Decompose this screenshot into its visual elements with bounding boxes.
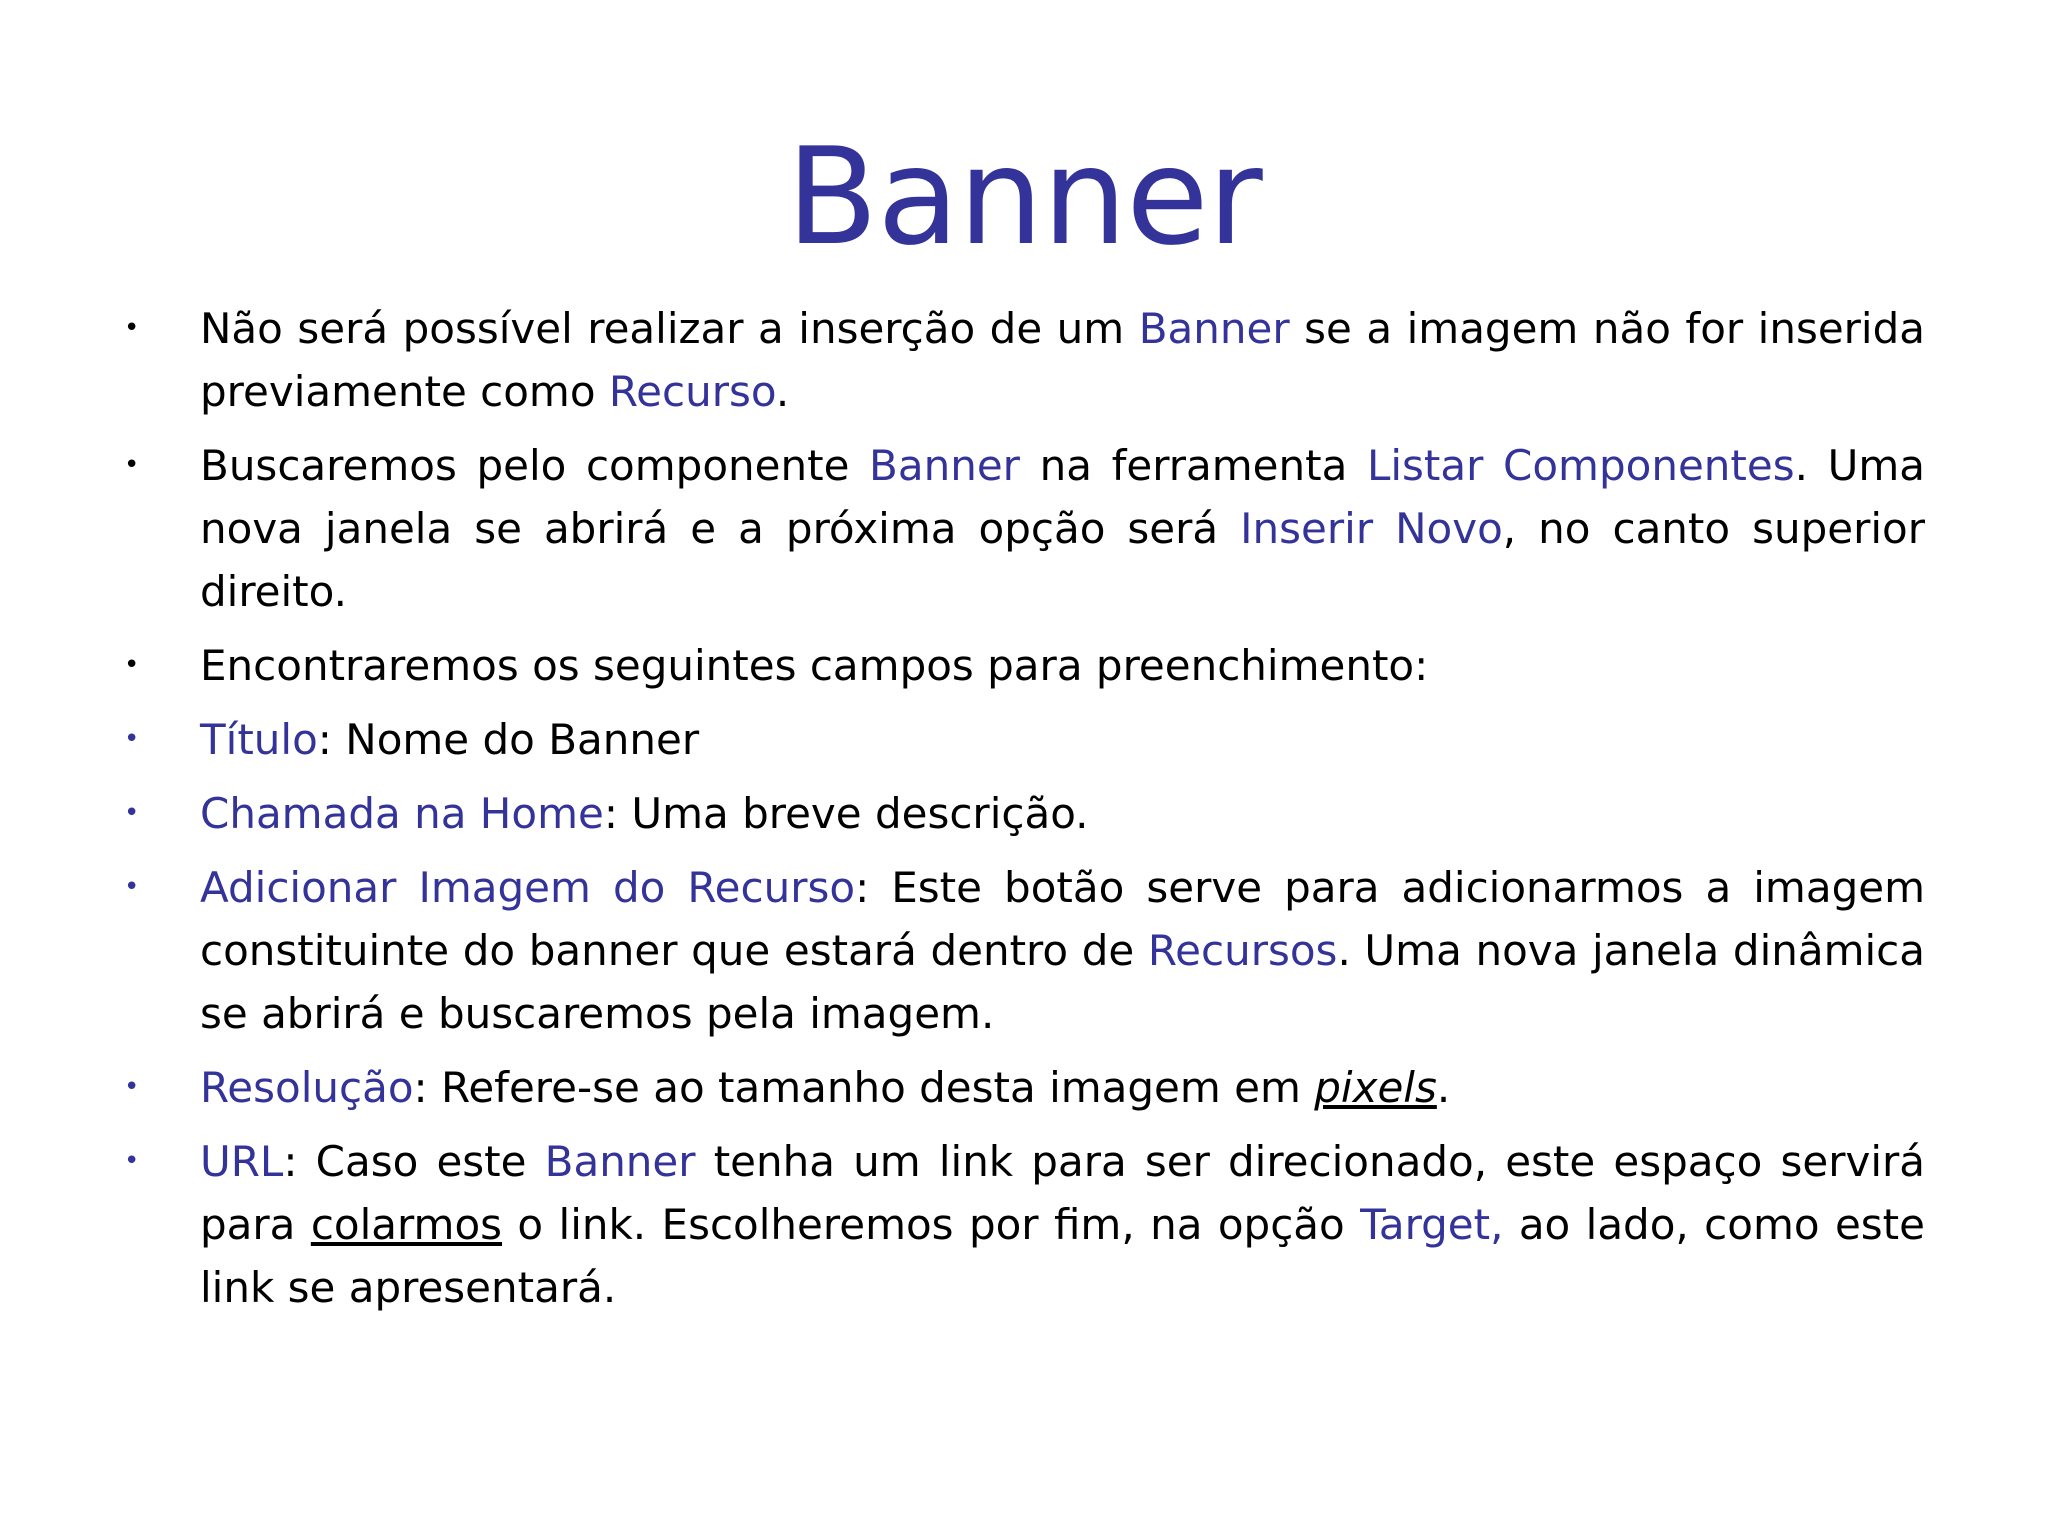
highlight-run: Banner [544, 1137, 696, 1186]
text-run: na ferramenta [1019, 441, 1367, 490]
text-run: o link. Escolheremos por fim, na opção [502, 1200, 1361, 1249]
text-run: . Uma nova janela se abrirá e a próxima opção será [200, 441, 1925, 553]
bullet-marker: • [124, 450, 140, 480]
highlight-run: Recursos [1147, 926, 1338, 975]
slide-title: Banner [786, 119, 1262, 275]
bullet-item [0, 297, 1925, 423]
bullet-text [200, 856, 1925, 1045]
text-run: tenha um link para ser direcionado, este espaço servirá para [200, 1137, 1925, 1249]
bullet-item [0, 708, 1925, 771]
text-run: Buscaremos pelo componente [200, 441, 870, 490]
text-run: : Refere-se ao tamanho desta imagem em [413, 1063, 1315, 1112]
bullet-text [200, 634, 1925, 697]
text-run: , no canto superior direito. [200, 504, 1926, 616]
highlight-run: Resolução [200, 1063, 414, 1112]
bullet-marker: • [124, 1072, 140, 1102]
bullet-item [0, 634, 1925, 697]
highlight-run: Adicionar Imagem do Recurso [200, 863, 856, 912]
bullet-text [200, 708, 1925, 771]
emphasis-run: pixels [1314, 1063, 1437, 1112]
text-run: Não será possível realizar a inserção de um [200, 304, 1139, 353]
bullet-item [0, 782, 1925, 845]
bullet-marker: • [124, 1146, 140, 1176]
bullet-text [200, 434, 1925, 623]
text-run: . [1436, 1063, 1451, 1112]
underline-run: colarmos [310, 1200, 503, 1249]
bullet-marker: • [124, 798, 140, 828]
bullet-marker: • [124, 724, 140, 754]
highlight-run: Target, [1360, 1200, 1504, 1249]
bullet-marker: • [124, 872, 140, 902]
highlight-run: Recurso [608, 367, 776, 416]
text-run: : Uma breve descrição. [603, 789, 1089, 838]
text-run: Encontraremos os seguintes campos para preenchimento: [200, 641, 1429, 690]
text-run: . Uma nova janela dinâmica se abrirá e buscaremos pela imagem. [200, 926, 1926, 1038]
highlight-run: Inserir Novo [1240, 504, 1503, 553]
text-run: se a imagem não for inserida previamente como [200, 304, 1925, 416]
text-run: . [775, 367, 790, 416]
bullet-item [0, 1056, 1925, 1119]
bullet-list [0, 297, 2048, 1330]
bullet-item [0, 1130, 1925, 1319]
bullet-text [200, 1056, 1925, 1119]
text-run: : Este botão serve para adicionarmos a imagem constituinte do banner que estará dentro de [200, 863, 1925, 975]
text-run: ao lado, como este link se apresentará. [200, 1200, 1925, 1312]
highlight-run: Chamada na Home [200, 789, 604, 838]
bullet-marker: • [124, 313, 140, 343]
bullet-text [200, 1130, 1925, 1319]
bullet-text [200, 782, 1925, 845]
highlight-run: URL [200, 1137, 284, 1186]
text-run: : Nome do Banner [317, 715, 700, 764]
highlight-run: Banner [1138, 304, 1290, 353]
highlight-run: Título [200, 715, 318, 764]
bullet-item [0, 856, 1925, 1045]
text-run: : Caso este [283, 1137, 545, 1186]
bullet-marker: • [124, 650, 140, 680]
highlight-run: Listar Componentes [1366, 441, 1795, 490]
highlight-run: Banner [869, 441, 1020, 490]
bullet-item [0, 434, 1925, 623]
bullet-text [200, 297, 1925, 423]
